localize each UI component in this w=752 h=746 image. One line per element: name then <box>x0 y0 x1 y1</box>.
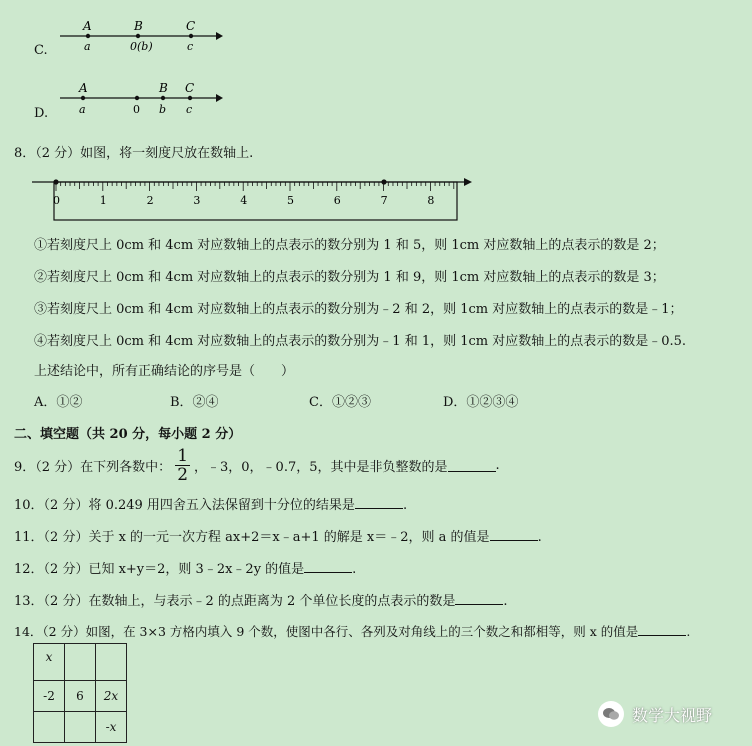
ruler-figure <box>30 170 480 224</box>
point-a-c <box>86 34 90 38</box>
grid-cell: x <box>34 644 65 681</box>
ruler-label: 5 <box>287 194 294 207</box>
grid-cell: -x <box>96 712 127 743</box>
axis-point-seven <box>381 179 386 184</box>
letter-a: A <box>83 19 92 33</box>
q11-end: . <box>537 530 542 545</box>
q9 <box>14 447 500 484</box>
q8-conclusion: 上述结论中，所有正确结论的序号是（ ） <box>34 364 295 379</box>
q11-text: 11．（2 分）关于 x 的一元一次方程 ax+2＝x﹣a+1 的解是 x＝﹣2，则 a 的值是 <box>14 530 490 545</box>
section-title: 二、填空题（共 20 分，每小题 2 分） <box>14 427 242 442</box>
q8-stem: 8．（2 分）如图，将一刻度尺放在数轴上. <box>14 146 254 161</box>
point-c-d <box>188 96 192 100</box>
q12-end: . <box>352 562 357 577</box>
q10-text: 10．（2 分）将 0.249 用四舍五入法保留到十分位的结果是 <box>14 498 355 513</box>
wechat-icon <box>598 701 624 727</box>
value-a: a <box>79 103 86 116</box>
statement-2: ②若刻度尺上 0cm 和 4cm 对应数轴上的点表示的数分别为 1 和 9，则 1cm 对应数轴上的点表示的数是 3； <box>34 270 665 285</box>
grid-cell <box>96 644 127 681</box>
q13-end: . <box>503 594 508 609</box>
option-d-label: D. <box>34 106 49 121</box>
ruler-label: 3 <box>193 194 201 207</box>
q9-prefix: 9．（2 分）在下列各数中： <box>14 460 172 475</box>
statement-1: ①若刻度尺上 0cm 和 4cm 对应数轴上的点表示的数分别为 1 和 5，则 1cm 对应数轴上的点表示的数是 2； <box>34 238 665 253</box>
fraction-numerator: 1 <box>177 446 189 466</box>
ruler-label: 6 <box>333 194 341 207</box>
q10-answer-blank[interactable] <box>355 496 403 509</box>
q9-end: . <box>495 458 500 473</box>
grid-cell: 2x <box>96 681 127 712</box>
option-c-label: C. <box>34 43 48 58</box>
q9-answer-blank[interactable] <box>448 459 496 472</box>
q11-answer-blank[interactable] <box>490 528 538 541</box>
grid-cell: 6 <box>65 681 96 712</box>
q14 <box>14 622 690 640</box>
letter-c: C <box>186 19 196 33</box>
q10 <box>14 494 407 513</box>
ruler-label: 1 <box>99 194 107 207</box>
magic-square-grid <box>33 643 127 743</box>
ruler-label: 7 <box>380 194 388 207</box>
q9-fraction <box>175 447 190 484</box>
letter-b: B <box>134 19 143 33</box>
point-a-d <box>81 96 85 100</box>
option-d[interactable]: D．①②③④ <box>443 395 519 410</box>
point-b-c <box>136 34 140 38</box>
ruler-labels <box>53 194 434 207</box>
value-b: 0(b) <box>130 40 153 53</box>
letter-a: A <box>79 81 88 95</box>
statement-3: ③若刻度尺上 0cm 和 4cm 对应数轴上的点表示的数分别为﹣2 和 2，则 1cm 对应数轴上的点表示的数是﹣1； <box>34 302 683 317</box>
q14-text: 14．（2 分）如图，在 3×3 方格内填入 9 个数，使图中各行、各列及对角线上的三个数之和都相等，则 x 的值是 <box>14 624 639 639</box>
value-c: c <box>187 40 194 53</box>
q12-answer-blank[interactable] <box>304 560 352 573</box>
number-line-d <box>58 80 223 120</box>
grid-cell <box>34 712 65 743</box>
option-c[interactable]: C．①②③ <box>309 395 371 410</box>
letter-b: B <box>159 81 168 95</box>
axis-arrow <box>464 178 472 186</box>
fraction-denominator: 2 <box>177 465 189 485</box>
grid-cell <box>65 712 96 743</box>
point-c-c <box>189 34 193 38</box>
value-b: b <box>159 103 167 116</box>
q12-text: 12．（2 分）已知 x+y＝2，则 3﹣2x﹣2y 的值是 <box>14 562 305 577</box>
point-zero-d <box>135 96 139 100</box>
ruler-label: 4 <box>240 194 248 207</box>
q9-suffix: ，﹣3，0，﹣0.7，5，其中是非负整数的是 <box>194 460 448 475</box>
watermark-text: 数学大视野 <box>632 705 713 725</box>
number-line-c <box>58 18 223 58</box>
q14-answer-blank[interactable] <box>638 623 686 636</box>
value-zero: 0 <box>133 103 140 116</box>
grid-cell <box>65 644 96 681</box>
ruler-label: 0 <box>53 194 60 207</box>
statement-4: ④若刻度尺上 0cm 和 4cm 对应数轴上的点表示的数分别为﹣1 和 1，则 1cm 对应数轴上的点表示的数是﹣0.5. <box>34 334 687 349</box>
q13 <box>14 590 508 609</box>
point-b-d <box>161 96 165 100</box>
q13-text: 13．（2 分）在数轴上，与表示﹣2 的点距离为 2 个单位长度的点表示的数是 <box>14 594 456 609</box>
q14-end: . <box>686 624 691 639</box>
value-c: c <box>186 103 193 116</box>
letter-c: C <box>185 81 195 95</box>
ruler-label: 2 <box>146 194 154 207</box>
ruler-ticks <box>56 182 454 191</box>
q10-end: . <box>402 498 408 513</box>
q13-answer-blank[interactable] <box>455 592 503 605</box>
value-a: a <box>84 40 91 53</box>
q11 <box>14 526 542 545</box>
option-b[interactable]: B．②④ <box>170 395 219 410</box>
ruler-body <box>54 182 457 220</box>
axis-point-zero <box>53 179 58 184</box>
grid-cell: -2 <box>34 681 65 712</box>
option-a[interactable]: A．①② <box>34 395 83 410</box>
q12 <box>14 558 356 577</box>
watermark <box>598 701 712 727</box>
ruler-label: 8 <box>427 194 435 207</box>
